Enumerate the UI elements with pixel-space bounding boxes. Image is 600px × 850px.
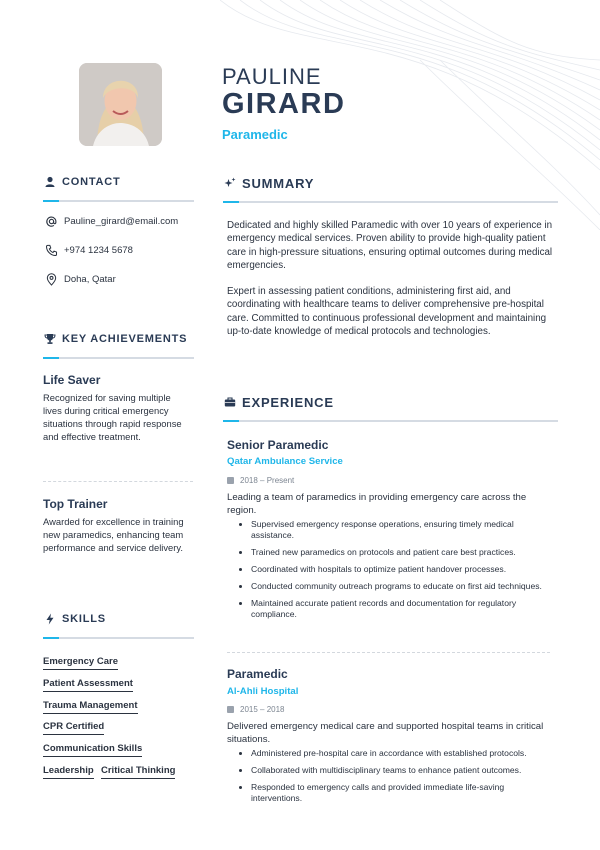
job-bullets xyxy=(237,748,555,810)
summary-paragraph: Dedicated and highly skilled Paramedic with over 10 years of experience in emergency medical services. Proven ability to provide high-quality patient care in high-pressure situations, ensuring optimal outcomes during medical emergencies. xyxy=(227,220,553,271)
job-role: Paramedic xyxy=(227,667,288,681)
job-dates xyxy=(227,476,294,485)
calendar-icon xyxy=(227,477,234,484)
skill-tag: CPR Certified xyxy=(43,721,104,735)
job-bullet: Collaborated with multidisciplinary teams to enhance patient outcomes. xyxy=(237,765,555,776)
job-title: Paramedic xyxy=(222,127,288,142)
skills-heading xyxy=(43,613,194,639)
last-name: GIRARD xyxy=(222,88,346,120)
contact-location xyxy=(45,273,116,286)
skill-tag: Communication Skills xyxy=(43,743,142,757)
phone-icon xyxy=(45,244,58,257)
phone-text: +974 1234 5678 xyxy=(64,245,133,256)
achievements-heading xyxy=(43,333,194,359)
job-company: Qatar Ambulance Service xyxy=(227,456,343,467)
skill-tag: Patient Assessment xyxy=(43,678,133,692)
job-bullet: Responded to emergency calls and provided immediate life-saving interventions. xyxy=(237,782,555,804)
achievement-description: Awarded for excellence in training new paramedics, enhancing team performance and service delivery. xyxy=(43,516,184,553)
achievement-title: Top Trainer xyxy=(43,497,108,511)
skills-heading-text: SKILLS xyxy=(62,613,106,625)
achievements-heading-text: KEY ACHIEVEMENTS xyxy=(62,333,188,345)
experience-heading xyxy=(223,396,558,422)
skill-tag: Trauma Management xyxy=(43,700,138,714)
job-bullet: Coordinated with hospitals to optimize patient handover processes. xyxy=(237,564,555,575)
email-text: Pauline_girard@email.com xyxy=(64,216,179,227)
skill-tag: Critical Thinking xyxy=(101,765,175,779)
profile-photo xyxy=(79,63,162,146)
experience-divider xyxy=(227,652,550,653)
summary-heading-text: SUMMARY xyxy=(242,176,315,191)
person-icon xyxy=(44,176,56,188)
job-summary: Delivered emergency medical care and supported hospital teams in critical situations. xyxy=(227,721,544,745)
summary-paragraph: Expert in assessing patient conditions, administering first aid, and coordinating with healthcare teams to deliver comprehensive pre-hospital care. Committed to continuous professional development and maintaining up-to-date knowledge of medical protocols and technologies. xyxy=(227,286,547,337)
contact-heading xyxy=(43,176,194,202)
first-name: PAULINE xyxy=(222,64,322,89)
job-bullet: Maintained accurate patient records and documentation for regulatory compliance. xyxy=(237,598,555,620)
job-company: Al-Ahli Hospital xyxy=(227,686,299,697)
at-icon xyxy=(45,215,58,228)
experience-heading-text: EXPERIENCE xyxy=(242,395,334,410)
job-bullet: Administered pre-hospital care in accordance with established protocols. xyxy=(237,748,555,759)
calendar-icon xyxy=(227,706,234,713)
contact-phone[interactable] xyxy=(45,244,133,257)
job-bullets xyxy=(237,519,555,626)
job-dates-text: 2018 – Present xyxy=(240,476,295,485)
job-bullet: Supervised emergency response operations, ensuring timely medical assistance. xyxy=(237,519,555,541)
skill-tag: Leadership xyxy=(43,765,94,779)
job-bullet: Conducted community outreach programs to educate on first aid techniques. xyxy=(237,581,555,592)
contact-email[interactable] xyxy=(45,215,178,228)
skill-tag: Emergency Care xyxy=(43,656,118,670)
achievement-title: Life Saver xyxy=(43,373,101,387)
summary-heading xyxy=(223,177,558,203)
trophy-icon xyxy=(44,333,56,345)
job-summary: Leading a team of paramedics in providing emergency care across the region. xyxy=(227,492,527,516)
briefcase-icon xyxy=(224,396,236,408)
achievement-description: Recognized for saving multiple lives during critical emergency situations through rapid response and effective treatment. xyxy=(43,392,182,442)
sparkle-icon xyxy=(224,177,236,189)
lightning-icon xyxy=(44,613,56,625)
job-dates xyxy=(227,705,285,714)
job-dates-text: 2015 – 2018 xyxy=(240,705,285,714)
job-bullet: Trained new paramedics on protocols and patient care best practices. xyxy=(237,547,555,558)
job-role: Senior Paramedic xyxy=(227,438,329,452)
contact-heading-text: CONTACT xyxy=(62,176,121,188)
location-text: Doha, Qatar xyxy=(64,274,116,285)
achievement-divider xyxy=(43,481,193,482)
location-pin-icon xyxy=(45,273,58,286)
